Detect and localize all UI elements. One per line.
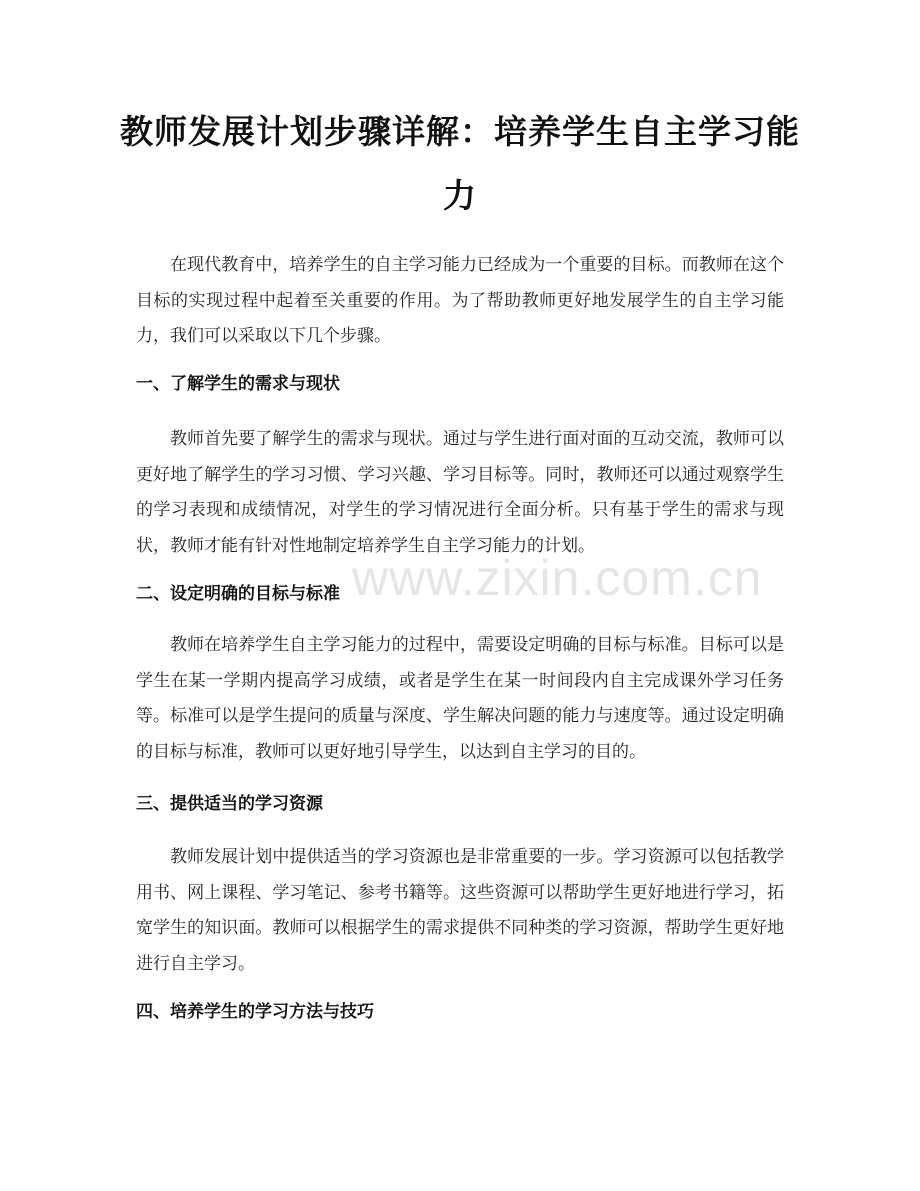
intro-paragraph: 在现代教育中，培养学生的自主学习能力已经成为一个重要的目标。而教师在这个目标的实现过程中起着至关重要的作用。为了帮助教师更好地发展学生的自主学习能力，我们可以采取以下几个步骤。 xyxy=(136,255,784,346)
section-body-1: 教师首先要了解学生的需求与现状。通过与学生进行面对面的互动交流，教师可以更好地了解学生的学习习惯、学习兴趣、学习目标等。同时，教师还可以通过观察学生的学习表现和成绩情况，对学生的学习情况进行全面分析。只有基于学生的需求与现状，教师才能有针对性地制定培养学生自主学习能力的计划。 xyxy=(136,429,784,556)
section-heading-3: 三、提供适当的学习资源 xyxy=(136,794,323,814)
section-heading-4: 四、培养学生的学习方法与技巧 xyxy=(136,1002,374,1022)
section-body-2: 教师在培养学生自主学习能力的过程中，需要设定明确的目标与标准。目标可以是学生在某一学期内提高学习成绩，或者是学生在某一时间段内自主完成课外学习任务等。标准可以是学生提问的质量与深度、学生解决问题的能力与速度等。通过设定明确的目标与标准，教师可以更好地引导学生，以达到自主学习的目的。 xyxy=(136,635,784,762)
section-heading-1: 一、了解学生的需求与现状 xyxy=(136,374,340,394)
document-title: 教师发展计划步骤详解：培养学生自主学习能力 xyxy=(120,112,800,215)
section-heading-2: 二、设定明确的目标与标准 xyxy=(136,584,340,604)
watermark: www.zixin.com.cn xyxy=(352,550,763,606)
section-body-3: 教师发展计划中提供适当的学习资源也是非常重要的一步。学习资源可以包括教学用书、网上课程、学习笔记、参考书籍等。这些资源可以帮助学生更好地进行学习，拓宽学生的知识面。教师可以根据学生的需求提供不同种类的学习资源，帮助学生更好地进行自主学习。 xyxy=(136,847,784,974)
